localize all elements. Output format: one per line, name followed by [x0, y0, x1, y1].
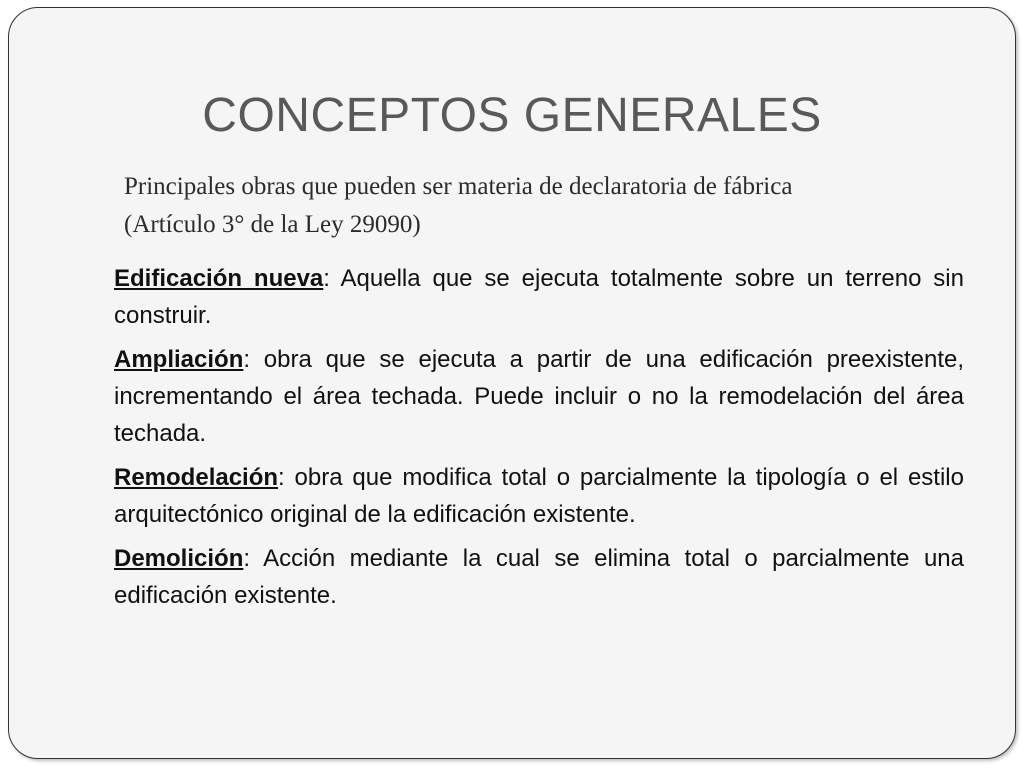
definition-text: obra que se ejecuta a partir de una edificación preexistente, incrementando el área techada. Puede incluir o no la remodelación del área techada. — [114, 346, 964, 447]
definition-separator: : — [278, 464, 285, 491]
definition-separator: : — [243, 545, 251, 572]
definitions-list — [114, 260, 964, 621]
subtitle-line-1: Principales obras que pueden ser materia de declaratoria de fábrica — [124, 173, 793, 200]
definition-term: Remodelación — [114, 464, 279, 491]
definition-text: Acción mediante la cual se elimina total o parcialmente una edificación existente. — [114, 545, 964, 609]
definition-remodelacion — [114, 459, 964, 533]
definition-term: Ampliación — [114, 346, 244, 373]
definition-term: Demolición — [114, 545, 244, 572]
definition-term: Edificación nueva — [114, 265, 324, 292]
definition-ampliacion — [114, 341, 964, 452]
slide-subtitle — [124, 168, 964, 244]
definition-text: obra que modifica total o parcialmente la tipología o el estilo arquitectónico original de la edificación existente. — [114, 464, 964, 528]
definition-separator: : — [323, 265, 330, 292]
slide-title: CONCEPTOS GENERALES — [202, 89, 822, 142]
subtitle-line-2: (Artículo 3° de la Ley 29090) — [124, 211, 421, 238]
definition-demolicion — [114, 540, 964, 614]
definition-edificacion-nueva — [114, 260, 964, 334]
definition-text: Aquella que se ejecuta totalmente sobre un terreno sin construir. — [114, 265, 964, 329]
definition-separator: : — [243, 346, 251, 373]
